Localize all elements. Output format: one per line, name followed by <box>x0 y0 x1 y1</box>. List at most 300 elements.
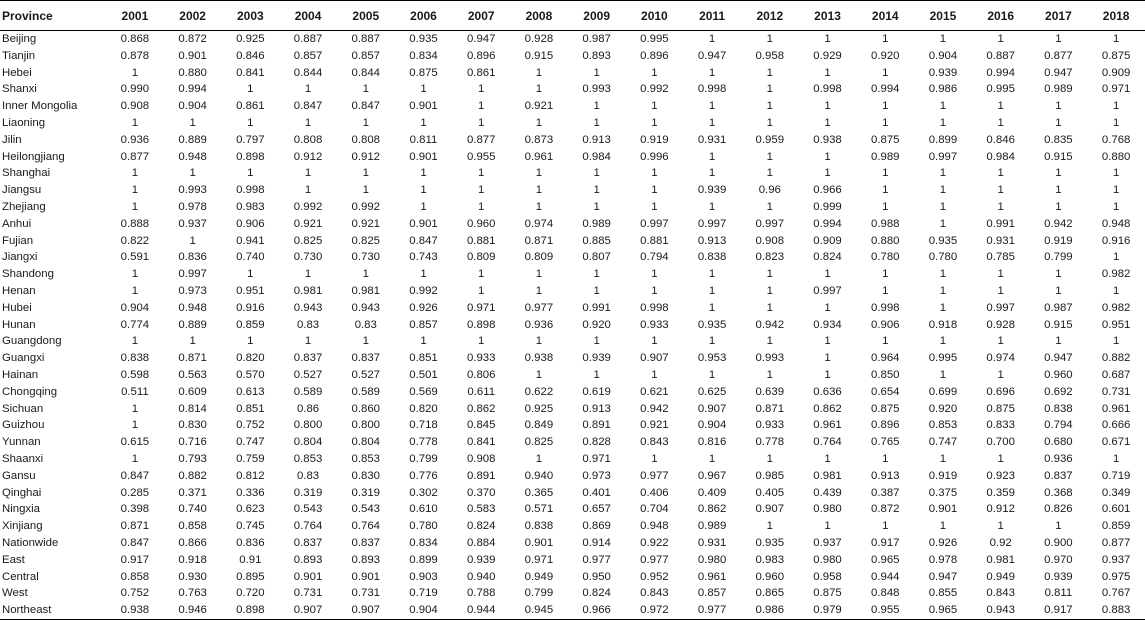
table-cell: 0.940 <box>466 570 496 583</box>
table-cell: 0.623 <box>236 503 265 516</box>
table-cell: 0.589 <box>293 385 323 398</box>
table-cell: 0.871 <box>524 234 554 247</box>
table-row <box>0 468 1145 485</box>
table-cell: 0.570 <box>236 368 265 381</box>
row-label: Xinjiang <box>2 520 43 533</box>
table-cell: 0.794 <box>1044 419 1073 432</box>
table-cell: 0.928 <box>524 33 554 45</box>
table-row <box>0 552 1145 569</box>
table-cell: 0.589 <box>351 385 381 398</box>
table-cell: 1 <box>593 100 600 113</box>
table-cell: 0.873 <box>524 133 554 146</box>
table-cell: 0.900 <box>1044 536 1073 549</box>
row-label: Jiangsu <box>2 184 42 197</box>
table-cell: 1 <box>824 268 831 281</box>
table-cell: 0.998 <box>813 83 842 96</box>
table-cell: 0.943 <box>972 602 1030 619</box>
table-cell: 0.939 <box>582 352 611 365</box>
table-cell: 1 <box>939 520 947 533</box>
table-cell: 0.878 <box>120 49 150 62</box>
table-cell: 0.937 <box>178 217 207 230</box>
table-cell: 0.847 <box>351 100 381 113</box>
table-cell: 0.994 <box>986 66 1015 79</box>
table-cell: 0.907 <box>755 503 785 516</box>
table-cell: 0.978 <box>928 553 958 566</box>
table-row <box>0 518 1145 535</box>
table-cell: 0.764 <box>813 436 842 449</box>
row-label: Sichuan <box>2 402 44 415</box>
table-cell: 0.877 <box>120 150 150 163</box>
table-cell: 0.938 <box>813 133 842 146</box>
table-cell: 0.921 <box>351 217 381 230</box>
table-cell: 0.896 <box>870 419 900 432</box>
table-cell: 0.621 <box>640 385 669 398</box>
table-cell: 1 <box>766 116 773 129</box>
table-cell: 0.912 <box>293 150 323 163</box>
table-cell: 0.936 <box>1044 452 1073 465</box>
table-cell: 0.906 <box>236 217 265 230</box>
table-cell: 0.875 <box>870 133 900 146</box>
table-cell: 1 <box>1055 284 1062 297</box>
table-cell: 0.857 <box>293 49 323 62</box>
table-cell: 1 <box>882 100 889 113</box>
table-cell: 0.610 <box>409 503 438 516</box>
table-cell: 0.917 <box>120 553 150 566</box>
table-cell: 0.834 <box>409 49 438 62</box>
table-cell: 0.909 <box>1101 66 1131 79</box>
table-cell: 1 <box>1055 184 1062 197</box>
table-cell: 0.891 <box>582 419 611 432</box>
table-cell: 0.981 <box>986 553 1015 566</box>
table-cell: 0.989 <box>870 150 900 163</box>
table-cell: 0.947 <box>1044 352 1073 365</box>
table-cell: 0.966 <box>813 184 842 197</box>
table-cell: 1 <box>1112 335 1120 348</box>
table-cell: 1 <box>997 368 1004 381</box>
table-cell: 0.906 <box>870 318 900 331</box>
table-cell: 0.998 <box>236 184 265 197</box>
table-cell: 0.982 <box>1101 301 1131 314</box>
row-label: Beijing <box>2 33 37 45</box>
table-row <box>0 401 1145 418</box>
table-cell: 0.804 <box>351 436 381 449</box>
table-cell: 1 <box>824 66 831 79</box>
table-cell: 1 <box>304 268 312 281</box>
table-cell: 1 <box>824 368 831 381</box>
row-label: Anhui <box>2 217 32 230</box>
table-cell: 0.365 <box>524 486 554 499</box>
table-cell: 1 <box>708 368 716 381</box>
table-cell: 1 <box>593 368 600 381</box>
table-cell: 0.811 <box>409 133 438 146</box>
table-cell: 0.843 <box>986 587 1015 600</box>
row-label: Shanghai <box>2 167 51 180</box>
table-cell: 0.838 <box>524 520 554 533</box>
table-cell: 0.822 <box>120 234 150 247</box>
header-year: 2012 <box>741 1 799 31</box>
table-cell: 0.704 <box>640 503 669 516</box>
table-cell: 0.847 <box>120 469 150 482</box>
table-cell: 0.916 <box>1101 234 1131 247</box>
table-cell: 0.862 <box>813 402 842 415</box>
table-cell: 0.613 <box>236 385 265 398</box>
row-label: Northeast <box>0 602 106 619</box>
table-cell: 0.889 <box>178 318 207 331</box>
table-cell: 1 <box>593 200 600 213</box>
table-cell: 0.997 <box>640 217 669 230</box>
table-cell: 0.923 <box>986 469 1015 482</box>
table-cell: 0.898 <box>221 602 279 619</box>
row-label: Hunan <box>2 318 36 331</box>
table-cell: 0.799 <box>524 587 554 600</box>
table-cell: 1 <box>766 100 773 113</box>
table-cell: 0.83 <box>296 469 320 482</box>
table-cell: 1 <box>1112 284 1120 297</box>
table-cell: 0.609 <box>178 385 207 398</box>
table-cell: 0.838 <box>1044 402 1073 415</box>
table-cell: 0.794 <box>640 251 669 264</box>
table-cell: 1 <box>708 167 716 180</box>
table-cell: 0.933 <box>640 318 669 331</box>
table-cell: 0.838 <box>120 352 150 365</box>
table-cell: 0.765 <box>870 436 900 449</box>
table-cell: 1 <box>420 200 427 213</box>
table-cell: 0.989 <box>697 520 727 533</box>
table-cell: 1 <box>766 83 773 96</box>
table-cell: 0.387 <box>870 486 900 499</box>
table-cell: 1 <box>304 184 312 197</box>
table-cell: 1 <box>766 452 773 465</box>
table-cell: 0.984 <box>986 150 1015 163</box>
table-cell: 0.543 <box>351 503 381 516</box>
table-cell: 1 <box>766 520 773 533</box>
table-cell: 1 <box>420 116 427 129</box>
table-cell: 1 <box>304 116 312 129</box>
table-cell: 0.845 <box>466 419 496 432</box>
table-row <box>0 199 1145 216</box>
table-cell: 0.778 <box>755 436 785 449</box>
header-year: 2017 <box>1030 1 1088 31</box>
table-cell: 1 <box>651 116 658 129</box>
table-cell: 0.948 <box>178 301 207 314</box>
table-cell: 0.901 <box>351 570 381 583</box>
table-cell: 1 <box>189 167 196 180</box>
table-cell: 0.933 <box>466 352 496 365</box>
table-cell: 1 <box>882 452 889 465</box>
table-cell: 0.398 <box>120 503 150 516</box>
table-cell: 0.972 <box>626 602 684 619</box>
row-label: Shaanxi <box>2 452 44 465</box>
table-cell: 0.825 <box>351 234 381 247</box>
header-year: 2005 <box>337 1 395 31</box>
table-cell: 0.964 <box>870 352 900 365</box>
table-cell: 0.973 <box>178 284 207 297</box>
table-row <box>0 31 1145 48</box>
table-cell: 0.936 <box>524 318 554 331</box>
table-cell: 0.915 <box>524 49 554 62</box>
header-year: 2010 <box>626 1 684 31</box>
table-cell: 1 <box>824 452 831 465</box>
table-cell: 0.912 <box>351 150 381 163</box>
table-cell: 0.959 <box>755 133 785 146</box>
table-cell: 0.836 <box>236 536 265 549</box>
table-cell: 0.938 <box>106 602 164 619</box>
table-cell: 0.799 <box>1044 251 1073 264</box>
table-cell: 0.401 <box>582 486 611 499</box>
table-cell: 1 <box>651 100 658 113</box>
table-cell: 0.883 <box>1087 602 1145 619</box>
table-cell: 0.961 <box>697 570 727 583</box>
row-label: Hebei <box>2 66 32 79</box>
table-cell: 0.881 <box>640 234 669 247</box>
table-cell: 0.764 <box>293 520 323 533</box>
table-cell: 0.740 <box>178 503 207 516</box>
table-cell: 0.907 <box>337 602 395 619</box>
table-cell: 1 <box>651 268 658 281</box>
row-label: East <box>2 553 25 566</box>
table-cell: 0.780 <box>870 251 900 264</box>
table-cell: 1 <box>593 335 600 348</box>
table-cell: 0.920 <box>928 402 958 415</box>
table-cell: 1 <box>997 200 1004 213</box>
table-cell: 1 <box>766 33 773 45</box>
table-cell: 1 <box>1055 268 1062 281</box>
table-cell: 1 <box>593 116 600 129</box>
header-year: 2007 <box>452 1 510 31</box>
table-cell: 0.919 <box>928 469 958 482</box>
table-cell: 1 <box>708 452 716 465</box>
table-row <box>0 115 1145 132</box>
table-cell: 0.901 <box>409 100 438 113</box>
table-cell: 0.994 <box>178 83 207 96</box>
table-cell: 0.973 <box>582 469 611 482</box>
table-cell: 0.904 <box>928 49 958 62</box>
table-cell: 1 <box>247 167 254 180</box>
table-cell: 0.720 <box>236 587 265 600</box>
table-cell: 0.866 <box>178 536 207 549</box>
table-cell: 0.901 <box>928 503 958 516</box>
row-label: Jilin <box>2 133 22 146</box>
table-cell: 0.820 <box>409 402 438 415</box>
table-cell: 0.917 <box>870 536 900 549</box>
table-cell: 0.860 <box>351 402 381 415</box>
table-cell: 1 <box>1112 100 1120 113</box>
table-cell: 0.865 <box>755 587 785 600</box>
table-cell: 1 <box>1112 251 1120 264</box>
table-cell: 0.615 <box>120 436 150 449</box>
table-cell: 0.501 <box>409 368 438 381</box>
table-row <box>0 367 1145 384</box>
table-cell: 0.986 <box>928 83 958 96</box>
table-cell: 0.841 <box>466 436 496 449</box>
table-cell: 0.901 <box>409 217 438 230</box>
table-cell: 0.941 <box>236 234 265 247</box>
table-cell: 0.859 <box>236 318 265 331</box>
table-cell: 0.967 <box>697 469 727 482</box>
row-label: Fujian <box>2 234 34 247</box>
table-cell: 0.881 <box>466 234 496 247</box>
table-cell: 0.285 <box>120 486 150 499</box>
table-cell: 0.995 <box>928 352 958 365</box>
table-cell: 1 <box>131 284 139 297</box>
table-cell: 0.680 <box>1044 436 1073 449</box>
table-cell: 1 <box>131 419 139 432</box>
table-cell: 0.977 <box>683 602 741 619</box>
table-cell: 0.837 <box>351 352 381 365</box>
table-cell: 0.981 <box>351 284 381 297</box>
table-cell: 0.844 <box>351 66 381 79</box>
table-cell: 0.937 <box>1101 553 1131 566</box>
table-cell: 0.947 <box>1044 66 1073 79</box>
table-cell: 0.970 <box>1044 553 1073 566</box>
table-cell: 1 <box>1112 184 1120 197</box>
table-cell: 0.880 <box>870 234 900 247</box>
table-cell: 0.918 <box>928 318 958 331</box>
table-cell: 0.636 <box>813 385 842 398</box>
table-cell: 0.958 <box>813 570 842 583</box>
table-cell: 0.931 <box>697 133 727 146</box>
table-cell: 0.828 <box>582 436 611 449</box>
table-cell: 0.700 <box>986 436 1015 449</box>
table-cell: 0.830 <box>351 469 381 482</box>
table-cell: 0.83 <box>354 318 377 331</box>
table-cell: 0.887 <box>351 33 381 45</box>
table-cell: 0.368 <box>1044 486 1073 499</box>
table-cell: 1 <box>1055 167 1062 180</box>
table-cell: 0.877 <box>466 133 496 146</box>
table-body <box>0 31 1145 620</box>
table-cell: 1 <box>131 452 139 465</box>
table-cell: 0.913 <box>870 469 900 482</box>
table-cell: 1 <box>593 268 600 281</box>
table-cell: 0.903 <box>409 570 438 583</box>
table-cell: 0.980 <box>697 553 727 566</box>
table-cell: 1 <box>882 167 889 180</box>
table-cell: 0.983 <box>755 553 785 566</box>
table-cell: 1 <box>478 116 485 129</box>
table-cell: 0.719 <box>409 587 438 600</box>
table-cell: 1 <box>939 335 947 348</box>
table-cell: 0.825 <box>293 234 323 247</box>
table-cell: 0.983 <box>236 200 265 213</box>
table-cell: 0.861 <box>466 66 496 79</box>
table-cell: 0.977 <box>640 469 669 482</box>
table-row <box>0 165 1145 182</box>
table-cell: 1 <box>420 83 427 96</box>
table-cell: 0.925 <box>524 402 554 415</box>
row-label: Henan <box>2 284 36 297</box>
table-cell: 0.997 <box>178 268 207 281</box>
table-cell: 0.904 <box>178 100 207 113</box>
table-cell: 0.319 <box>293 486 323 499</box>
table-cell: 1 <box>766 368 773 381</box>
table-cell: 0.926 <box>409 301 438 314</box>
table-cell: 0.591 <box>120 251 150 264</box>
table-cell: 0.939 <box>466 553 496 566</box>
table-cell: 0.869 <box>582 520 611 533</box>
table-cell: 0.716 <box>178 436 207 449</box>
table-cell: 0.527 <box>351 368 381 381</box>
table-row <box>0 65 1145 82</box>
table-cell: 0.871 <box>178 352 207 365</box>
table-cell: 1 <box>708 268 716 281</box>
table-cell: 0.971 <box>582 452 611 465</box>
table-cell: 0.997 <box>813 284 842 297</box>
table-cell: 0.836 <box>178 251 207 264</box>
header-year: 2006 <box>395 1 453 31</box>
row-label: Liaoning <box>2 116 46 129</box>
table-cell: 0.619 <box>582 385 611 398</box>
table-cell: 1 <box>535 335 543 348</box>
table-cell: 0.996 <box>640 150 669 163</box>
table-cell: 0.948 <box>178 150 207 163</box>
table-cell: 1 <box>478 200 485 213</box>
table-cell: 0.939 <box>1044 570 1073 583</box>
table-cell: 1 <box>535 284 543 297</box>
table-cell: 0.719 <box>1101 469 1131 482</box>
table-cell: 1 <box>304 335 312 348</box>
table-cell: 0.981 <box>293 284 323 297</box>
table-cell: 1 <box>997 167 1004 180</box>
table-cell: 1 <box>535 167 543 180</box>
table-cell: 0.871 <box>120 520 150 533</box>
table-cell: 1 <box>247 268 254 281</box>
table-cell: 0.971 <box>524 553 554 566</box>
table-cell: 0.763 <box>178 587 207 600</box>
table-cell: 0.921 <box>640 419 669 432</box>
table-cell: 1 <box>1055 33 1062 45</box>
table-cell: 0.780 <box>928 251 958 264</box>
table-cell: 0.982 <box>1101 268 1131 281</box>
table-cell: 1 <box>824 167 831 180</box>
table-cell: 1 <box>478 335 485 348</box>
table-cell: 0.955 <box>856 602 914 619</box>
table-cell: 0.848 <box>870 587 900 600</box>
table-cell: 0.833 <box>986 419 1015 432</box>
table-cell: 1 <box>882 33 889 45</box>
table-cell: 0.908 <box>755 234 785 247</box>
table-cell: 1 <box>882 268 889 281</box>
table-cell: 1 <box>939 268 947 281</box>
table-cell: 1 <box>189 335 196 348</box>
table-row <box>0 451 1145 468</box>
table-cell: 0.804 <box>293 436 323 449</box>
table-row <box>0 569 1145 586</box>
table-cell: 0.885 <box>582 234 611 247</box>
table-cell: 0.336 <box>236 486 265 499</box>
row-label: Qinghai <box>2 486 42 499</box>
table-cell: 0.952 <box>640 570 669 583</box>
table-row <box>0 485 1145 502</box>
table-cell: 0.943 <box>351 301 381 314</box>
table-cell: 0.843 <box>640 587 669 600</box>
table-cell: 0.875 <box>813 587 842 600</box>
table-cell: 1 <box>593 284 600 297</box>
table-cell: 0.937 <box>813 536 842 549</box>
table-cell: 1 <box>766 335 773 348</box>
header-year: 2011 <box>683 1 741 31</box>
table-cell: 0.837 <box>1044 469 1073 482</box>
table-cell: 0.857 <box>697 587 727 600</box>
table-cell: 0.922 <box>640 536 669 549</box>
table-cell: 0.853 <box>928 419 958 432</box>
table-cell: 0.939 <box>697 184 727 197</box>
table-cell: 1 <box>131 184 139 197</box>
table-cell: 1 <box>824 352 831 365</box>
table-cell: 0.935 <box>409 33 438 45</box>
table-cell: 0.939 <box>928 66 958 79</box>
table-cell: 1 <box>824 520 831 533</box>
